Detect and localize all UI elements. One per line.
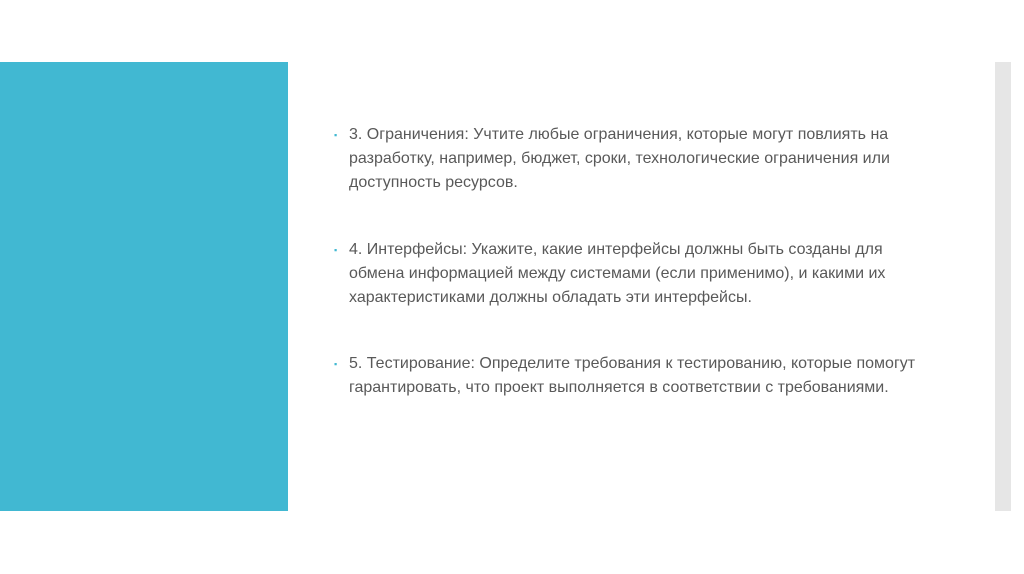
bullet-item-interfaces (334, 238, 934, 310)
slide (0, 62, 1024, 511)
bullet-square-icon: ▪ (334, 245, 338, 255)
bullet-text: 4. Интерфейсы: Укажите, какие интерфейсы должны быть созданы для обмена информацией между системами (если применимо), и какими их характеристиками должны обладать эти интерфейсы. (349, 241, 886, 306)
bullet-item-testing (334, 352, 934, 400)
bullet-text: 3. Ограничения: Учтите любые ограничения, которые могут повлиять на разработку, например, бюджет, сроки, технологические ограничения или доступность ресурсов. (349, 126, 890, 191)
bullet-item-constraints (334, 123, 934, 195)
bullet-square-icon: ▪ (334, 130, 338, 140)
scrollbar-strip (995, 62, 1011, 511)
bullet-text: 5. Тестирование: Определите требования к тестированию, которые помогут гарантировать, что проект выполняется в соответствии с требованиями. (349, 355, 916, 396)
bullet-square-icon: ▪ (334, 359, 338, 369)
bullet-list (334, 123, 934, 443)
accent-block (0, 62, 288, 511)
